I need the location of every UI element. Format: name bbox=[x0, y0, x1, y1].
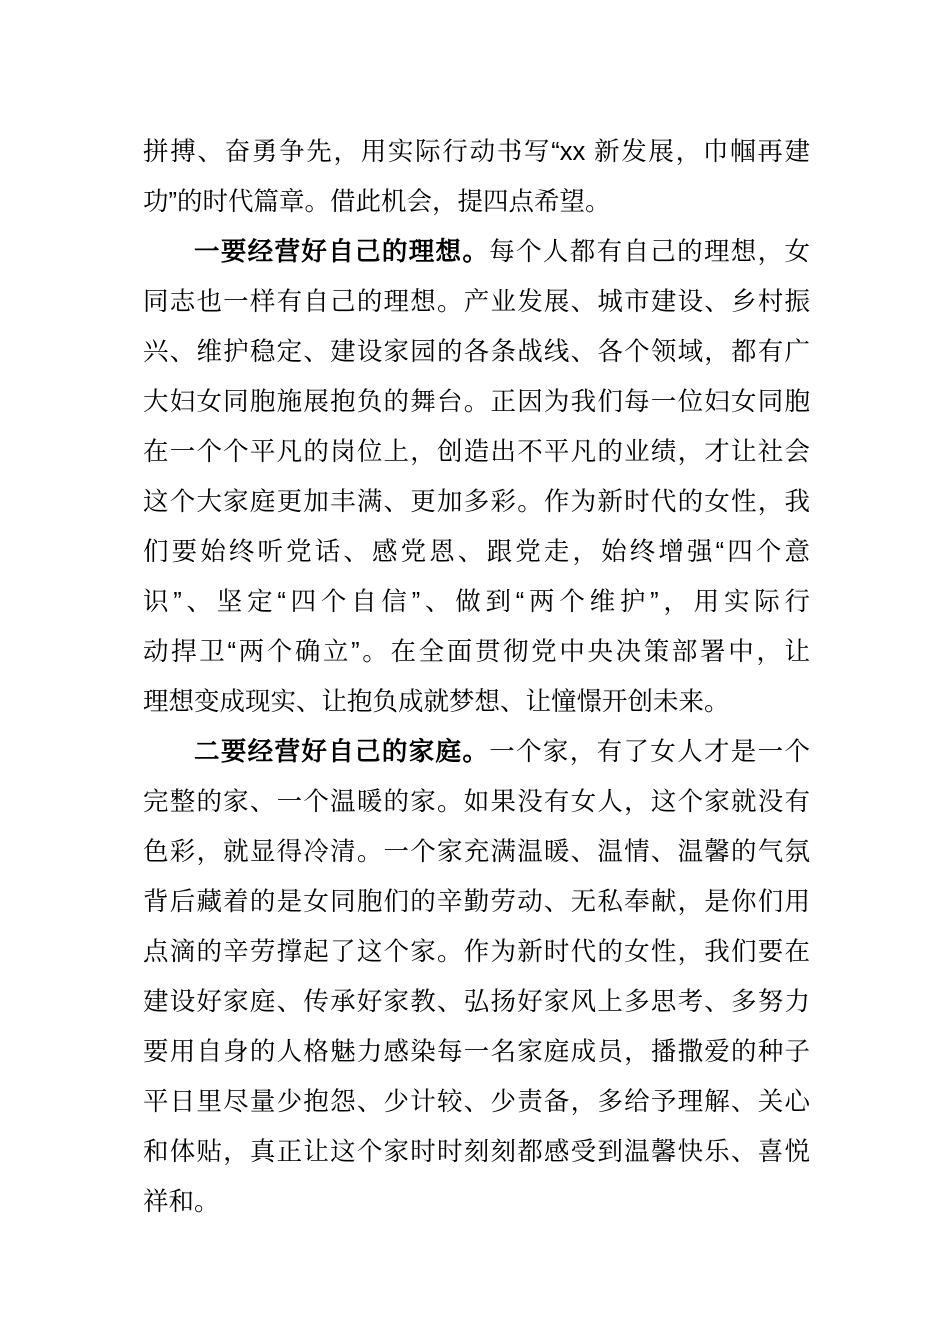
text-segment: 同志也一样有自己的理想。产业发展、城市建设、乡村振 bbox=[143, 288, 810, 316]
paragraph bbox=[143, 227, 810, 727]
text-segment: 完整的家、一个温暖的家。如果没有女人，这个家就没有 bbox=[143, 788, 810, 816]
text-line bbox=[143, 827, 810, 877]
text-line bbox=[143, 727, 810, 777]
text-line bbox=[143, 877, 810, 927]
text-line bbox=[143, 277, 810, 327]
paragraph bbox=[143, 127, 810, 227]
text-line bbox=[143, 777, 810, 827]
text-segment: 平日里尽量少抱怨、少计较、少责备，多给予理解、关心 bbox=[143, 1088, 810, 1116]
text-segment: 祥和。 bbox=[143, 1188, 220, 1216]
text-line bbox=[143, 327, 810, 377]
document-body bbox=[143, 127, 810, 1227]
text-segment: 拼搏、奋勇争先，用实际行动书写“xx 新发展，巾帼再建 bbox=[143, 138, 810, 166]
text-line bbox=[143, 527, 810, 577]
text-segment: 一个家，有了女人才是一个 bbox=[489, 738, 810, 766]
text-segment: 理想变成现实、让抱负成就梦想、让憧憬开创未来。 bbox=[143, 688, 730, 716]
text-segment: 在一个个平凡的岗位上，创造出不平凡的业绩，才让社会 bbox=[143, 438, 810, 466]
text-line bbox=[143, 177, 810, 227]
text-line bbox=[143, 1127, 810, 1177]
text-line bbox=[143, 477, 810, 527]
text-line bbox=[143, 977, 810, 1027]
text-segment: 识”、坚定“四个自信”、做到“两个维护”，用实际行 bbox=[143, 588, 810, 616]
section-heading: 二要经营好自己的家庭。 bbox=[194, 738, 490, 766]
text-line bbox=[143, 1027, 810, 1077]
text-line bbox=[143, 1177, 810, 1227]
text-line bbox=[143, 577, 810, 627]
text-segment: 兴、维护稳定、建设家园的各条战线、各个领域，都有广 bbox=[143, 338, 810, 366]
text-line bbox=[143, 127, 810, 177]
text-line bbox=[143, 927, 810, 977]
text-segment: 功”的时代篇章。借此机会，提四点希望。 bbox=[143, 188, 611, 216]
section-heading: 一要经营好自己的理想。 bbox=[194, 238, 490, 266]
text-line bbox=[143, 377, 810, 427]
text-segment: 建设好家庭、传承好家教、弘扬好家风上多思考、多努力 bbox=[143, 988, 810, 1016]
text-line bbox=[143, 427, 810, 477]
text-segment: 要用自身的人格魅力感染每一名家庭成员，播撒爱的种子 bbox=[143, 1038, 810, 1066]
text-segment: 色彩，就显得冷清。一个家充满温暖、温情、温馨的气氛 bbox=[143, 838, 810, 866]
text-line bbox=[143, 627, 810, 677]
paragraph bbox=[143, 727, 810, 1227]
text-line bbox=[143, 677, 810, 727]
text-segment: 动捍卫“两个确立”。在全面贯彻党中央决策部署中，让 bbox=[143, 638, 810, 666]
text-line bbox=[143, 227, 810, 277]
text-segment: 每个人都有自己的理想，女 bbox=[489, 238, 810, 266]
text-line bbox=[143, 1077, 810, 1127]
text-segment: 点滴的辛劳撑起了这个家。作为新时代的女性，我们要在 bbox=[143, 938, 810, 966]
text-segment: 大妇女同胞施展抱负的舞台。正因为我们每一位妇女同胞 bbox=[143, 388, 810, 416]
text-segment: 这个大家庭更加丰满、更加多彩。作为新时代的女性，我 bbox=[143, 488, 810, 516]
text-segment: 背后藏着的是女同胞们的辛勤劳动、无私奉献，是你们用 bbox=[143, 888, 810, 916]
text-segment: 们要始终听党话、感党恩、跟党走，始终增强“四个意 bbox=[143, 538, 810, 566]
text-segment: 和体贴，真正让这个家时时刻刻都感受到温馨快乐、喜悦 bbox=[143, 1138, 810, 1166]
